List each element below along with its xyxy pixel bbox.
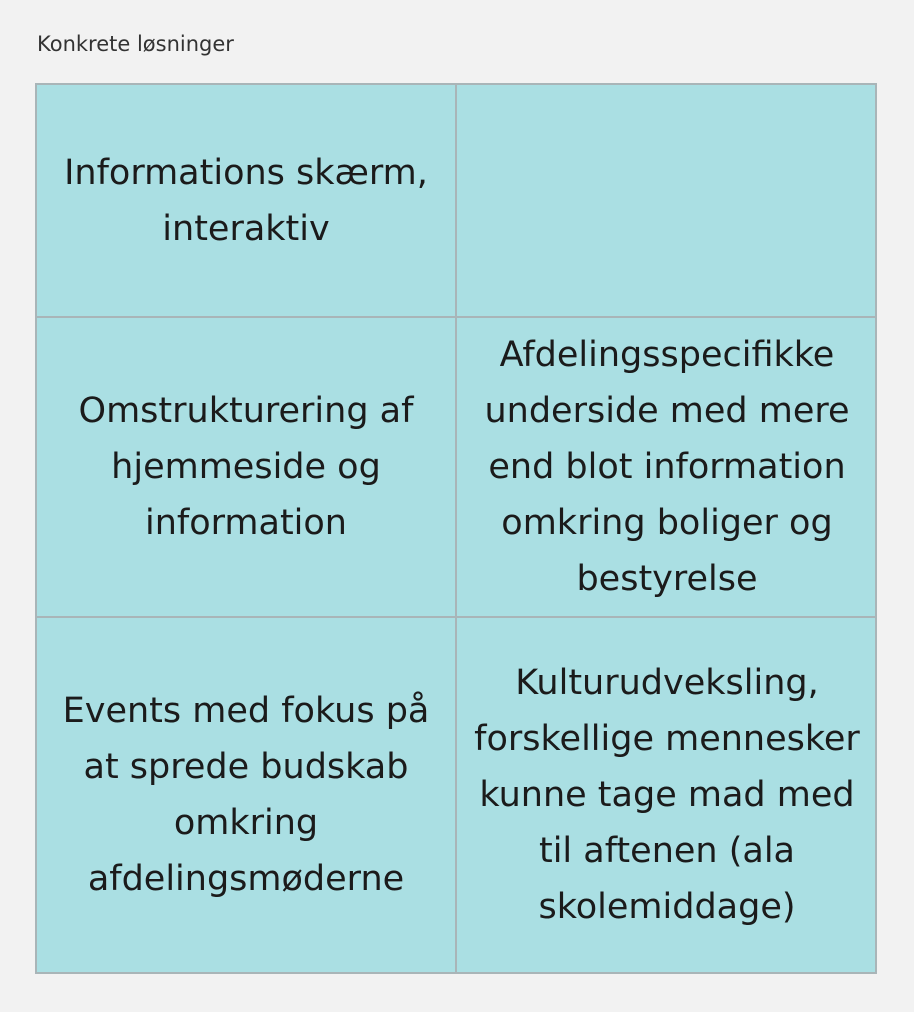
grid-cell-5[interactable]: Events med fokus på at sprede budskab omkring afdelingsmøderne <box>37 618 457 972</box>
frame-title: Konkrete løsninger <box>37 32 234 56</box>
grid-cell-2[interactable] <box>457 85 877 318</box>
grid-cell-3[interactable]: Omstrukturering af hjemmeside og information <box>37 318 457 618</box>
grid-cell-4[interactable]: Afdelingsspecifikke underside med mere end blot information omkring boliger og bestyrelse <box>457 318 877 618</box>
sticky-grid <box>35 83 877 974</box>
grid-cell-1[interactable]: Informations skærm, interaktiv <box>37 85 457 318</box>
grid-cell-6[interactable]: Kulturudveksling, forskellige mennesker kunne tage mad med til aftenen (ala skolemiddage) <box>474 663 860 927</box>
